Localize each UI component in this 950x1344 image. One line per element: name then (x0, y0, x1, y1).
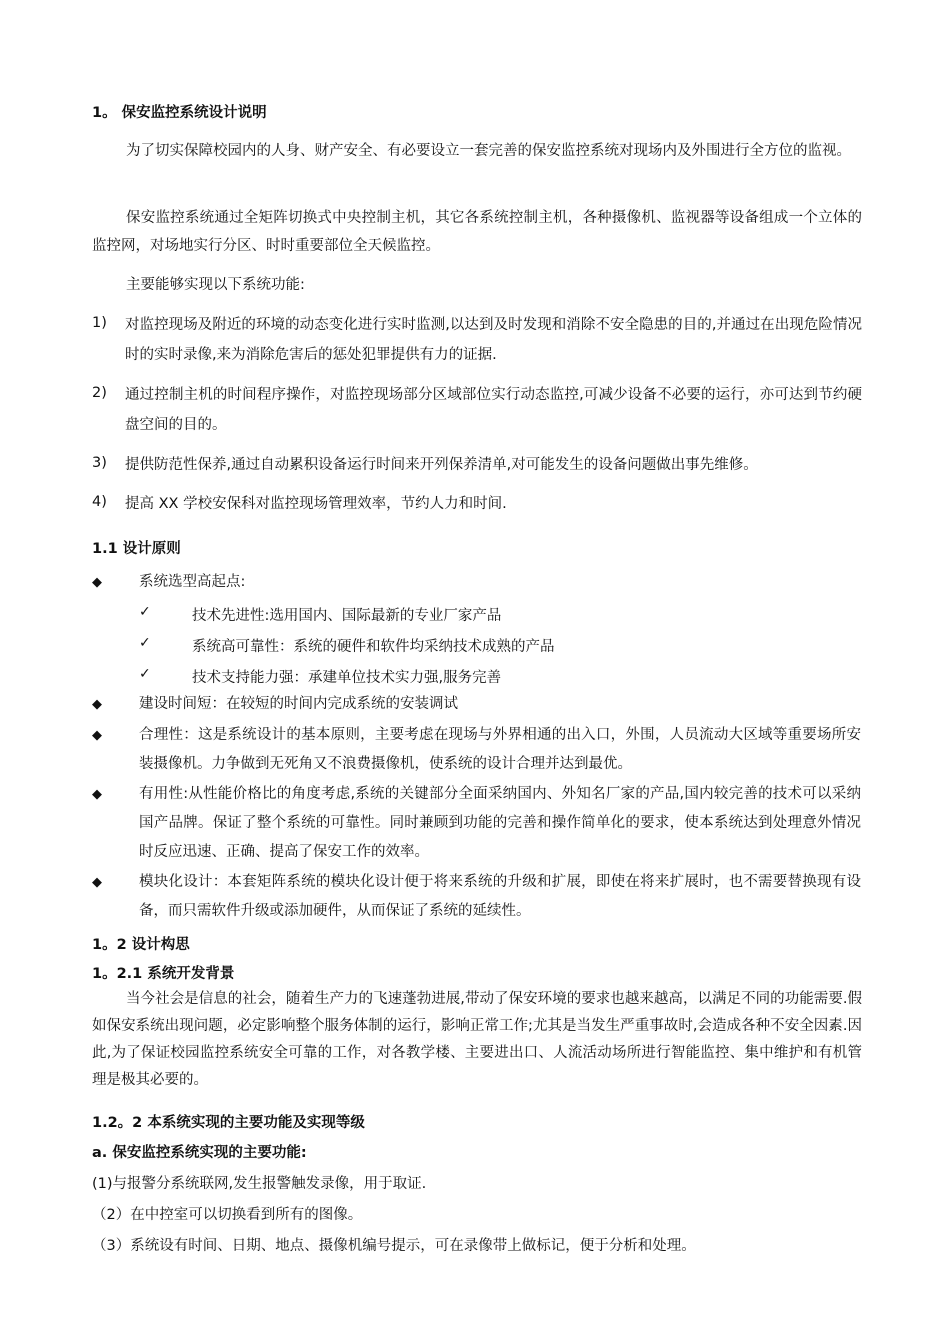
diamond-bullet-icon: ◆ (92, 575, 102, 590)
section-1-1-title: 1.1 设计原则 (92, 541, 181, 557)
section-1-para-1: 为了切实保障校园内的人身、财产安全、有必要设立一套完善的保安监控系统对现场内及外围进行全方位的监视。 (126, 143, 851, 159)
function-item: (1)与报警分系统联网,发生报警触发录像，用于取证. (92, 1176, 427, 1192)
bullet-text: 建设时间短：在较短的时间内完成系统的安装调试 (139, 696, 458, 712)
section-1-2-2-title: 1.2。2 本系统实现的主要功能及实现等级 (92, 1115, 365, 1131)
list-item-text: 提供防范性保养,通过自动累积设备运行时间来开列保养清单,对可能发生的设备问题做出事先维修。 (125, 457, 758, 473)
list-item-text: 提高 XX 学校安保科对监控现场管理效率，节约人力和时间. (125, 496, 507, 512)
check-text: 系统高可靠性：系统的硬件和软件均采纳技术成熟的产品 (192, 639, 555, 655)
checkmark-icon: ✓ (139, 604, 151, 620)
section-1-2-1-para: 当今社会是信息的社会，随着生产力的飞速蓬勃进展,带动了保安环境的要求也越来越高，以满足不同的功能需要.假如保安系统出现问题，必定影响整个服务体制的运行，影响正常工作;尤其是当发生严重事故时,会造成各种不安全因素.因此,为了保证校园监控系统安全可靠的工作，对各教学楼、主要进出口、人流活动场所进行智能监控、集中维护和有机管理是极其必要的。 (92, 991, 862, 1088)
section-1-para-2: 保安监控系统通过全矩阵切换式中央控制主机，其它各系统控制主机，各种摄像机、监视器等设备组成一个立体的监控网，对场地实行分区、时时重要部位全天候监控。 (92, 210, 862, 254)
list-item-text: 对监控现场及附近的环境的动态变化进行实时监测,以达到及时发现和消除不安全隐患的目的,并通过在出现危险情况时的实时录像,来为消除危害后的惩处犯罪提供有力的证据. (125, 317, 862, 363)
diamond-bullet-icon: ◆ (92, 697, 102, 712)
list-item-number: 3) (92, 455, 107, 471)
list-item-number: 4) (92, 494, 107, 510)
list-item-number: 2) (92, 385, 107, 401)
bullet-text: 模块化设计：本套矩阵系统的模块化设计便于将来系统的升级和扩展，即使在将来扩展时，也不需要替换现有设备，而只需软件升级或添加硬件，从而保证了系统的延续性。 (139, 874, 861, 919)
function-item: （2）在中控室可以切换看到所有的图像。 (92, 1207, 363, 1223)
diamond-bullet-icon: ◆ (92, 728, 102, 743)
section-a-title: a. 保安监控系统实现的主要功能: (92, 1145, 307, 1161)
section-1-2-1-title: 1。2.1 系统开发背景 (92, 966, 235, 982)
checkmark-icon: ✓ (139, 666, 151, 682)
section-1-para-3: 主要能够实现以下系统功能: (126, 277, 305, 293)
section-1-title: 1。 保安监控系统设计说明 (92, 105, 267, 121)
function-item: （3）系统设有时间、日期、地点、摄像机编号提示，可在录像带上做标记，便于分析和处理。 (92, 1238, 696, 1254)
list-item-number: 1) (92, 315, 107, 331)
bullet-text: 有用性:从性能价格比的角度考虑,系统的关键部分全面采纳国内、外知名厂家的产品,国内较完善的技术可以采纳国产品牌。保证了整个系统的可靠性。同时兼顾到功能的完善和操作简单化的要求，使本系统达到处理意外情况时反应迅速、正确、提高了保安工作的效率。 (139, 786, 861, 860)
check-text: 技术支持能力强：承建单位技术实力强,服务完善 (192, 670, 502, 686)
list-item-text: 通过控制主机的时间程序操作，对监控现场部分区域部位实行动态监控,可减少设备不必要的运行，亦可达到节约硬盘空间的目的。 (125, 387, 862, 433)
section-1-2-title: 1。2 设计构思 (92, 937, 190, 953)
bullet-text: 合理性：这是系统设计的基本原则，主要考虑在现场与外界相通的出入口，外围，人员流动大区域等重要场所安装摄像机。力争做到无死角又不浪费摄像机，使系统的设计合理并达到最优。 (139, 727, 861, 772)
checkmark-icon: ✓ (139, 635, 151, 651)
diamond-bullet-icon: ◆ (92, 787, 102, 802)
diamond-bullet-icon: ◆ (92, 875, 102, 890)
bullet-text: 系统选型高起点: (139, 574, 246, 590)
check-text: 技术先进性:选用国内、国际最新的专业厂家产品 (192, 608, 502, 624)
